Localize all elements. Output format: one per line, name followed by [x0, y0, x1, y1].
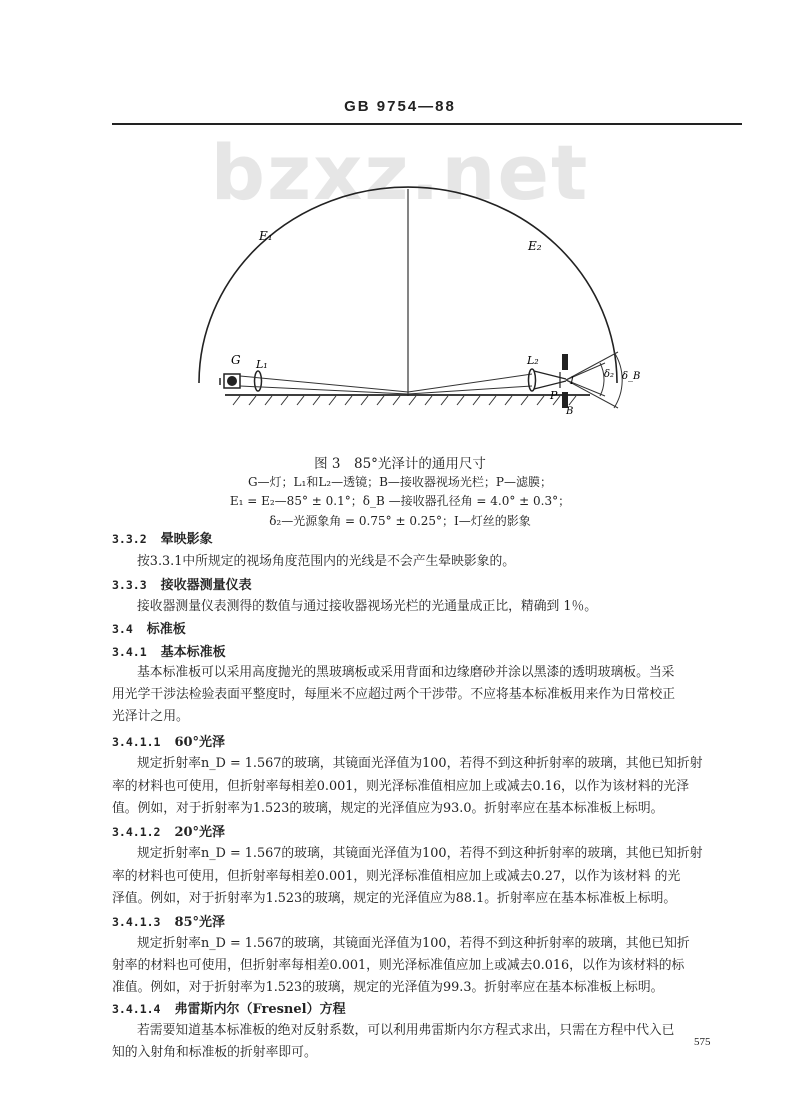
label-e2: E₂: [528, 239, 542, 253]
paragraph-3-4-1-line-3: 光泽计之用。: [112, 709, 189, 724]
incident-beam: [240, 376, 408, 394]
gloss-meter-diagram: [0, 0, 800, 450]
label-b: B: [566, 406, 574, 417]
paragraph-3-4-1-3-line-3: 准值。例如，对于折射率为1.523的玻璃，规定的光泽值为99.3。折射率应在基本标准板上标明。: [112, 980, 664, 995]
paragraph-3-3-3: 接收器测量仪表测得的数值与通过接收器视场光栏的光通量成正比，精确到 1％。: [137, 599, 598, 614]
paragraph-3-4-1-line-1: 基本标准板可以采用高度抛光的黑玻璃板或采用背面和边缘磨砂并涂以黑漆的透明玻璃板。当采: [137, 665, 675, 680]
paragraph-3-4-1-4-line-2: 知的入射角和标准板的折射率即可。: [112, 1045, 317, 1060]
figure-legend-line-3: δ₂—光源象角 = 0.75° ± 0.25°；I—灯丝的影象: [269, 514, 531, 528]
paragraph-3-4-1-2-line-3: 泽值。例如，对于折射率为1.523的玻璃，规定的光泽值应为88.1。折射率应在基本标准板上标明。: [112, 891, 677, 906]
paragraph-3-4-1-2-line-2: 率的材料也可使用，但折射率每相差0.001，则光泽标准值相应加上或减去0.27，以作为该材料 的光: [112, 869, 681, 884]
receiver-cone: [534, 371, 566, 389]
figure-title: 图 3 85°光泽计的通用尺寸: [314, 456, 486, 472]
heading-3-4-1-1: 3.4.1.1 60°光泽: [112, 735, 226, 750]
paragraph-3-4-1-3-line-2: 射率的材料也可使用，但折射率每相差0.001，则光泽标准值应加上或减去0.016，以作为该材料的标: [112, 958, 685, 973]
lens-l1: [255, 371, 262, 391]
figure-legend-line-1: G—灯；L₁和L₂—透镜；B—接收器视场光栏；P—滤膜；: [247, 475, 553, 489]
label-deltab: δ_B: [622, 371, 641, 382]
label-delta2: δ₂: [604, 369, 615, 380]
heading-3-4-1-2: 3.4.1.2 20°光泽: [112, 825, 226, 840]
label-g: G: [231, 353, 241, 367]
label-p: P: [550, 389, 558, 402]
reflected-beam: [408, 374, 532, 394]
paragraph-3-4-1-2-line-1: 规定折射率n_D = 1.567的玻璃，其镜面光泽值为100，若得不到这种折射率的玻璃，其他已知折射: [137, 846, 703, 861]
heading-3-4-1: 3.4.1 基本标准板: [112, 645, 226, 660]
paragraph-3-4-1-4-line-1: 若需要知道基本标准板的绝对反射系数，可以利用弗雷斯内尔方程式求出，只需在方程中代入已: [137, 1023, 675, 1038]
figure-legend-line-2: E₁ = E₂—85° ± 0.1°；δ_B —接收器孔径角 = 4.0° ± 0.3°；: [229, 494, 571, 508]
page-number: 575: [694, 1036, 711, 1048]
label-e1: E₁: [259, 229, 273, 243]
paragraph-3-4-1-1-line-1: 规定折射率n_D = 1.567的玻璃，其镜面光泽值为100，若得不到这种折射率的玻璃，其他已知折射: [137, 756, 703, 771]
heading-3-4-1-4: 3.4.1.4 弗雷斯内尔（Fresnel）方程: [112, 1002, 346, 1017]
heading-3-4: 3.4 标准板: [112, 622, 186, 637]
lens-l2: [529, 369, 536, 391]
paragraph-3-4-1-3-line-1: 规定折射率n_D = 1.567的玻璃，其镜面光泽值为100，若得不到这种折射率的玻璃，其他已知折: [137, 936, 690, 951]
heading-3-3-2: 3.3.2 晕映影象: [112, 532, 213, 547]
standard-code-header: GB 9754—88: [344, 98, 456, 115]
paragraph-3-4-1-1-line-3: 值。例如，对于折射率为1.523的玻璃，规定的光泽值应为93.0。折射率应在基本标准板上标明。: [112, 801, 664, 816]
label-l1: L₁: [256, 358, 268, 371]
paragraph-3-4-1-line-2: 用光学干涉法检验表面平整度时，每厘米不应超过两个干涉带。不应将基本标准板用来作为日常校正: [112, 687, 676, 702]
heading-3-4-1-3: 3.4.1.3 85°光泽: [112, 915, 226, 930]
lamp-g: [220, 374, 240, 388]
label-i: I: [570, 376, 574, 387]
paragraph-3-3-2: 按3.3.1中所规定的视场角度范围内的光线是不会产生晕映影象的。: [137, 554, 516, 569]
paragraph-3-4-1-1-line-2: 率的材料也可使用，但折射率每相差0.001，则光泽标准值相应加上或减去0.16，以作为该材料的光泽: [112, 779, 690, 794]
heading-3-3-3: 3.3.3 接收器测量仪表: [112, 578, 252, 593]
aperture-angle-lines: [566, 352, 622, 408]
label-l2: L₂: [527, 354, 539, 367]
watermark: bzxz.net: [210, 128, 590, 217]
surface-hatching: [233, 396, 576, 405]
